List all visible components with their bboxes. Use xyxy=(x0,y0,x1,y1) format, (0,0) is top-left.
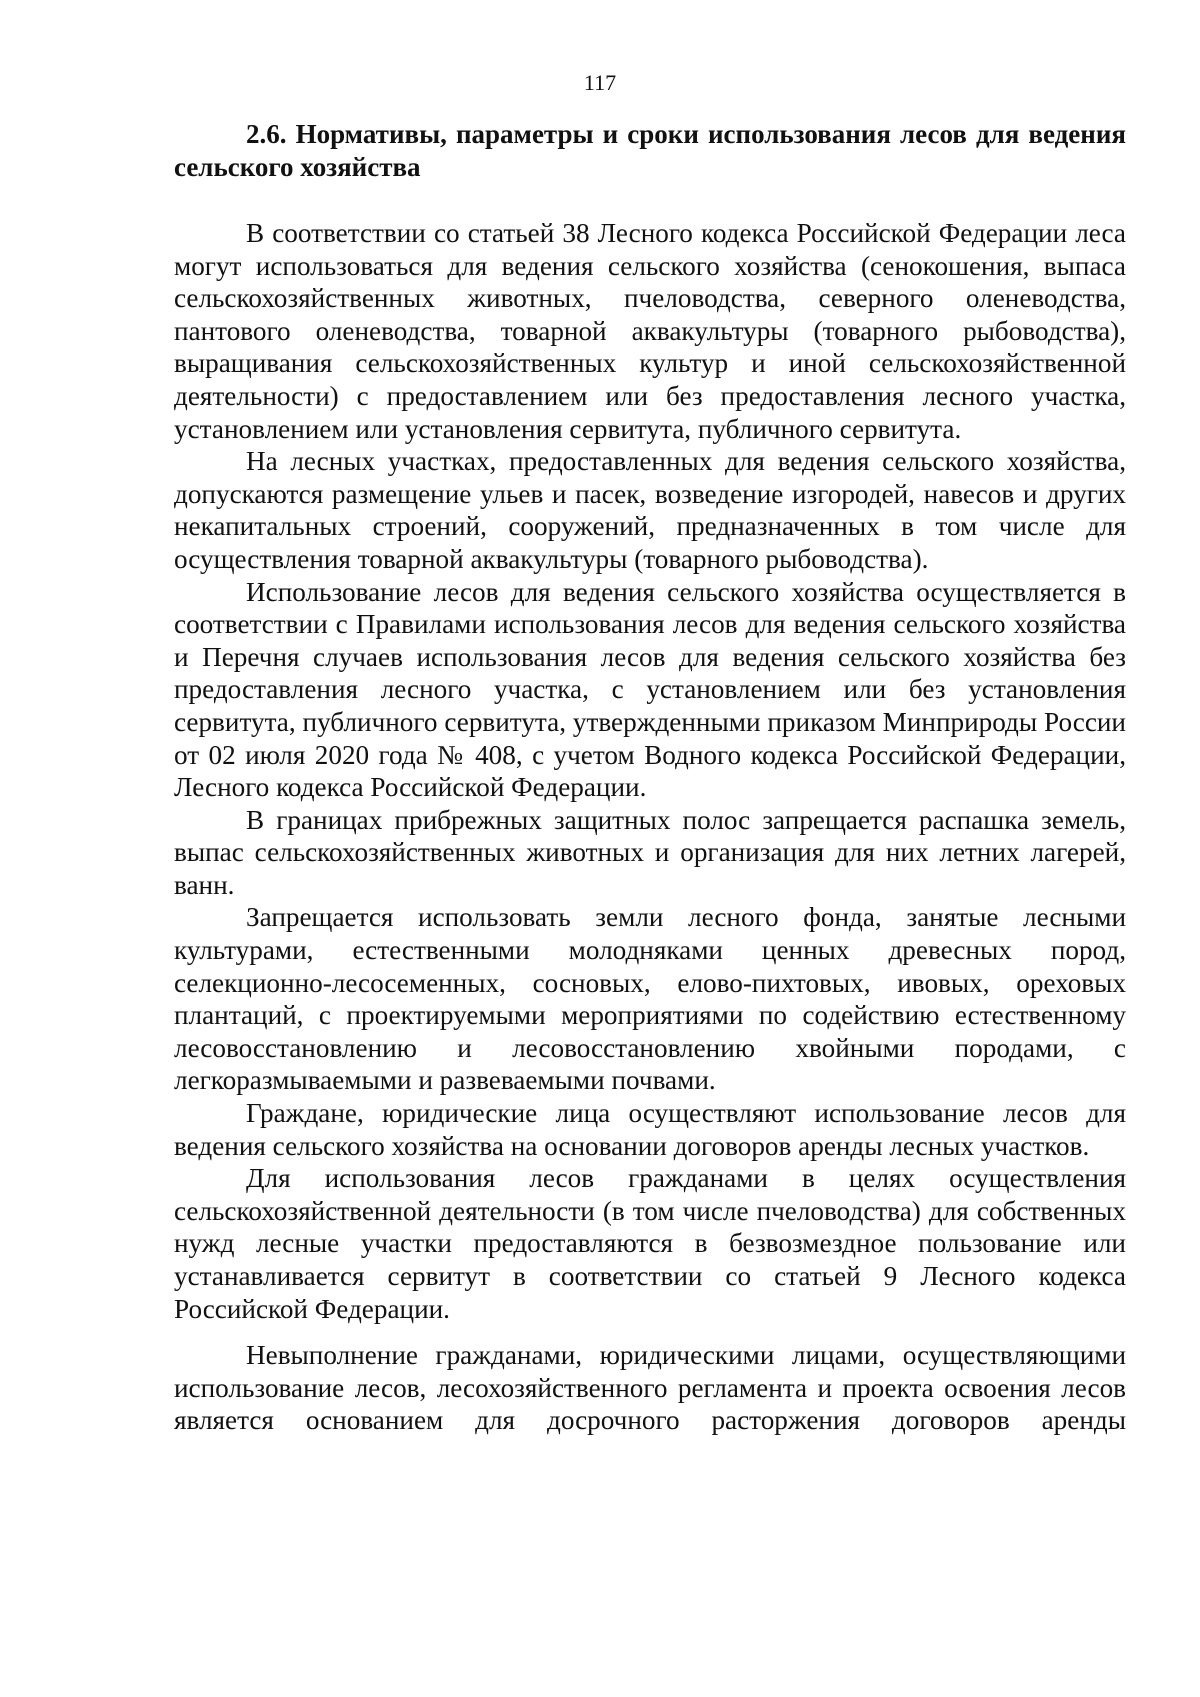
paragraph: В границах прибрежных защитных полос запрещается распашка земель, выпас сельскохозяйственных животных и организация для них летних лагерей, ванн. xyxy=(174,804,1126,900)
paragraph: Граждане, юридические лица осуществляют использование лесов для ведения сельского хозяйства на основании договоров аренды лесных участков. xyxy=(174,1098,1126,1161)
document-body xyxy=(174,118,1126,1437)
paragraph: Запрещается использовать земли лесного фонда, занятые лесными культурами, естественными молодняками ценных древесных пород, селекционно-лесосеменных, сосновых, елово-пихтовых, ивовых, ореховых плантаций, с проектируемыми мероприятиями по содействию естественному лесовосстановлению и лесовосстановлению хвойными породами, с легкоразмываемыми и развеваемыми почвами. xyxy=(174,902,1126,1096)
paragraph: Использование лесов для ведения сельского хозяйства осуществляется в соответствии с Правилами использования лесов для ведения сельского хозяйства и Перечня случаев использования лесов для ведения сельского хозяйства без предоставления лесного участка, с установлением или без установления сервитута, публичного сервитута, утвержденными приказом Минприроды России от 02 июля 2020 года № 408, с учетом Водного кодекса Российской Федерации, Лесного кодекса Российской Федерации. xyxy=(174,576,1126,803)
paragraph: Для использования лесов гражданами в целях осуществления сельскохозяйственной деятельности (в том числе пчеловодства) для собственных нужд лесные участки предоставляются в безвозмездное пользование или устанавливается сервитут в соответствии со статьей 9 Лесного кодекса Российской Федерации. xyxy=(174,1163,1126,1324)
paragraph: На лесных участках, предоставленных для ведения сельского хозяйства, допускаются размещение ульев и пасек, возведение изгородей, навесов и других некапитальных строений, сооружений, предназначенных в том числе для осуществления товарной аквакультуры (товарного рыбоводства). xyxy=(174,446,1126,574)
section-heading: 2.6. Нормативы, параметры и сроки использования лесов для ведения сельского хозяйства xyxy=(174,119,1126,182)
page-number: 117 xyxy=(583,70,617,95)
paragraph: Невыполнение гражданами, юридическими лицами, осуществляющими использование лесов, лесохозяйственного регламента и проекта освоения лесов является основанием для досрочного расторжения договоров аренды xyxy=(174,1340,1126,1436)
paragraph: В соответствии со статьей 38 Лесного кодекса Российской Федерации леса могут использоваться для ведения сельского хозяйства (сенокошения, выпаса сельскохозяйственных животных, пчеловодства, северного оленеводства, пантового оленеводства, товарной аквакультуры (товарного рыбоводства), выращивания сельскохозяйственных культур и иной сельскохозяйственной деятельности) с предоставлением или без предоставления лесного участка, установлением или установления сервитута, публичного сервитута. xyxy=(174,218,1126,444)
